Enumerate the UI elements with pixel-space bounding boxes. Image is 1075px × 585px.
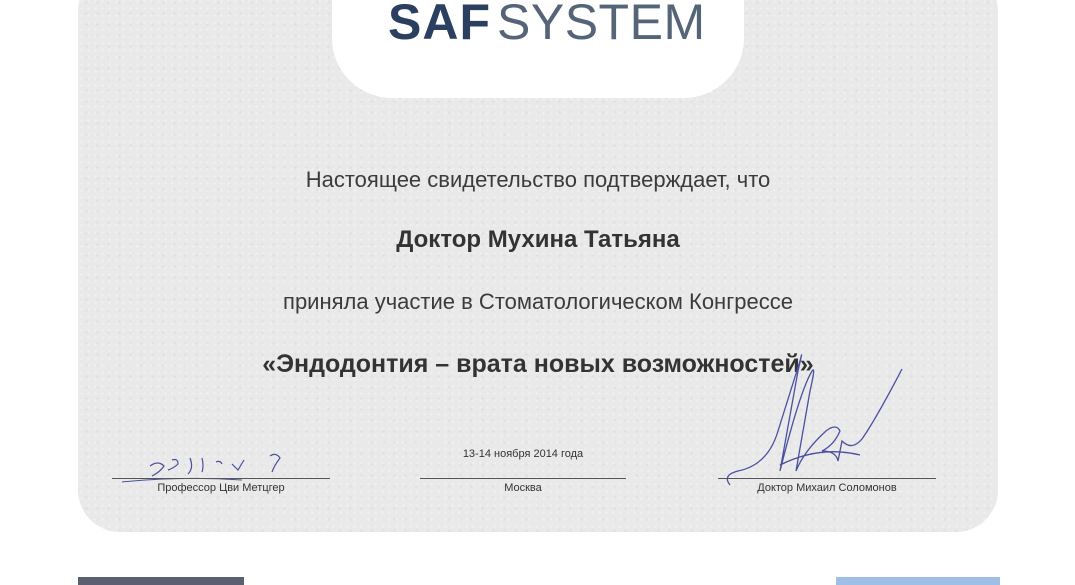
logo-saf: SAF <box>388 0 491 50</box>
recipient-name: Доктор Мухина Татьяна <box>396 226 680 253</box>
congress-title: «Эндодонтия – врата новых возможностей» <box>262 350 814 378</box>
center-signature-line <box>420 478 626 479</box>
certificate-intro: Настоящее свидетельство подтверждает, что <box>305 167 771 192</box>
right-signature-line <box>718 478 936 479</box>
participation-text: приняла участие в Стоматологическом Конгрессе <box>283 289 793 314</box>
saf-system-logo <box>388 0 706 50</box>
left-signer-label: Профессор Цви Метцгер <box>157 482 285 494</box>
left-signature-line <box>112 478 330 479</box>
bottom-right-strip <box>836 577 1000 585</box>
right-signer-label: Доктор Михаил Соломонов <box>757 482 897 494</box>
right-signature <box>720 345 960 495</box>
event-city: Москва <box>504 482 542 494</box>
event-date: 13-14 ноября 2014 года <box>462 448 584 460</box>
bottom-left-strip <box>78 577 244 585</box>
logo-system: SYSTEM <box>497 0 706 50</box>
